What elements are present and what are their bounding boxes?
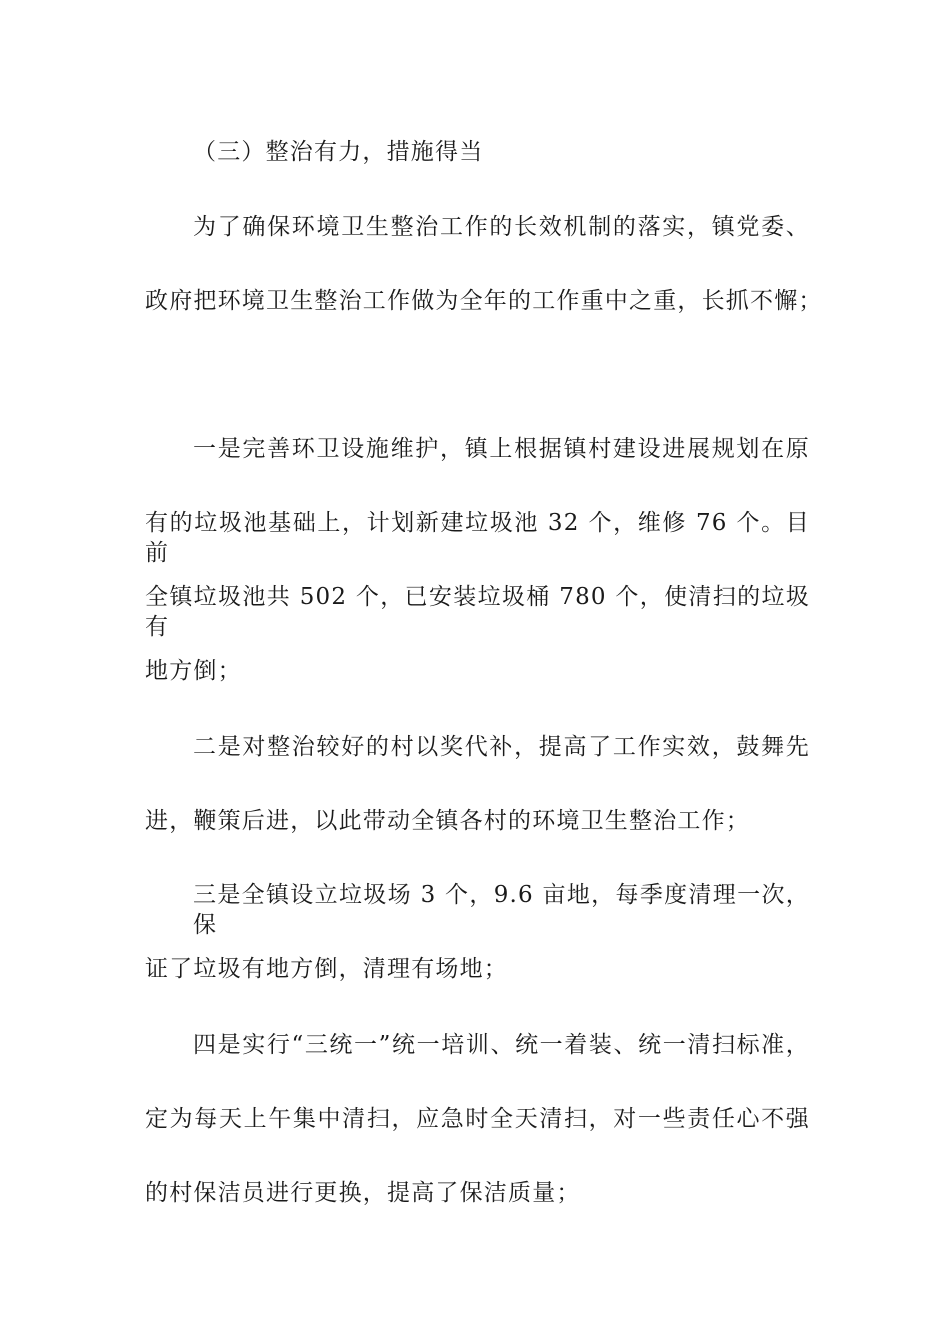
item1-line-4: 地方倒； <box>145 658 242 684</box>
intro-line-1: 为了确保环境卫生整治工作的长效机制的落实，镇党委、 <box>193 214 810 240</box>
item3-line-1: 三是全镇设立垃圾场 3 个，9.6 亩地，每季度清理一次，保 <box>193 882 810 938</box>
item1-line-1: 一是完善环卫设施维护，镇上根据镇村建设进展规划在原 <box>193 436 810 462</box>
item4-line-2: 定为每天上午集中清扫，应急时全天清扫，对一些责任心不强 <box>145 1106 810 1132</box>
section-heading: （三）整治有力，措施得当 <box>193 139 484 165</box>
item4-line-3: 的村保洁员进行更换，提高了保洁质量； <box>145 1180 581 1206</box>
intro-line-2: 政府把环境卫生整治工作做为全年的工作重中之重，长抓不懈； <box>145 288 823 314</box>
item1-line-2: 有的垃圾池基础上，计划新建垃圾池 32 个，维修 76 个。目前 <box>145 510 810 566</box>
item2-line-2: 进，鞭策后进，以此带动全镇各村的环境卫生整治工作； <box>145 808 750 834</box>
item2-line-1: 二是对整治较好的村以奖代补，提高了工作实效，鼓舞先 <box>193 734 810 760</box>
item3-line-2: 证了垃圾有地方倒，清理有场地； <box>145 956 508 982</box>
item1-line-3: 全镇垃圾池共 502 个，已安装垃圾桶 780 个，使清扫的垃圾有 <box>145 584 810 640</box>
item4-line-1: 四是实行“三统一”统一培训、统一着装、统一清扫标准， <box>193 1032 810 1058</box>
